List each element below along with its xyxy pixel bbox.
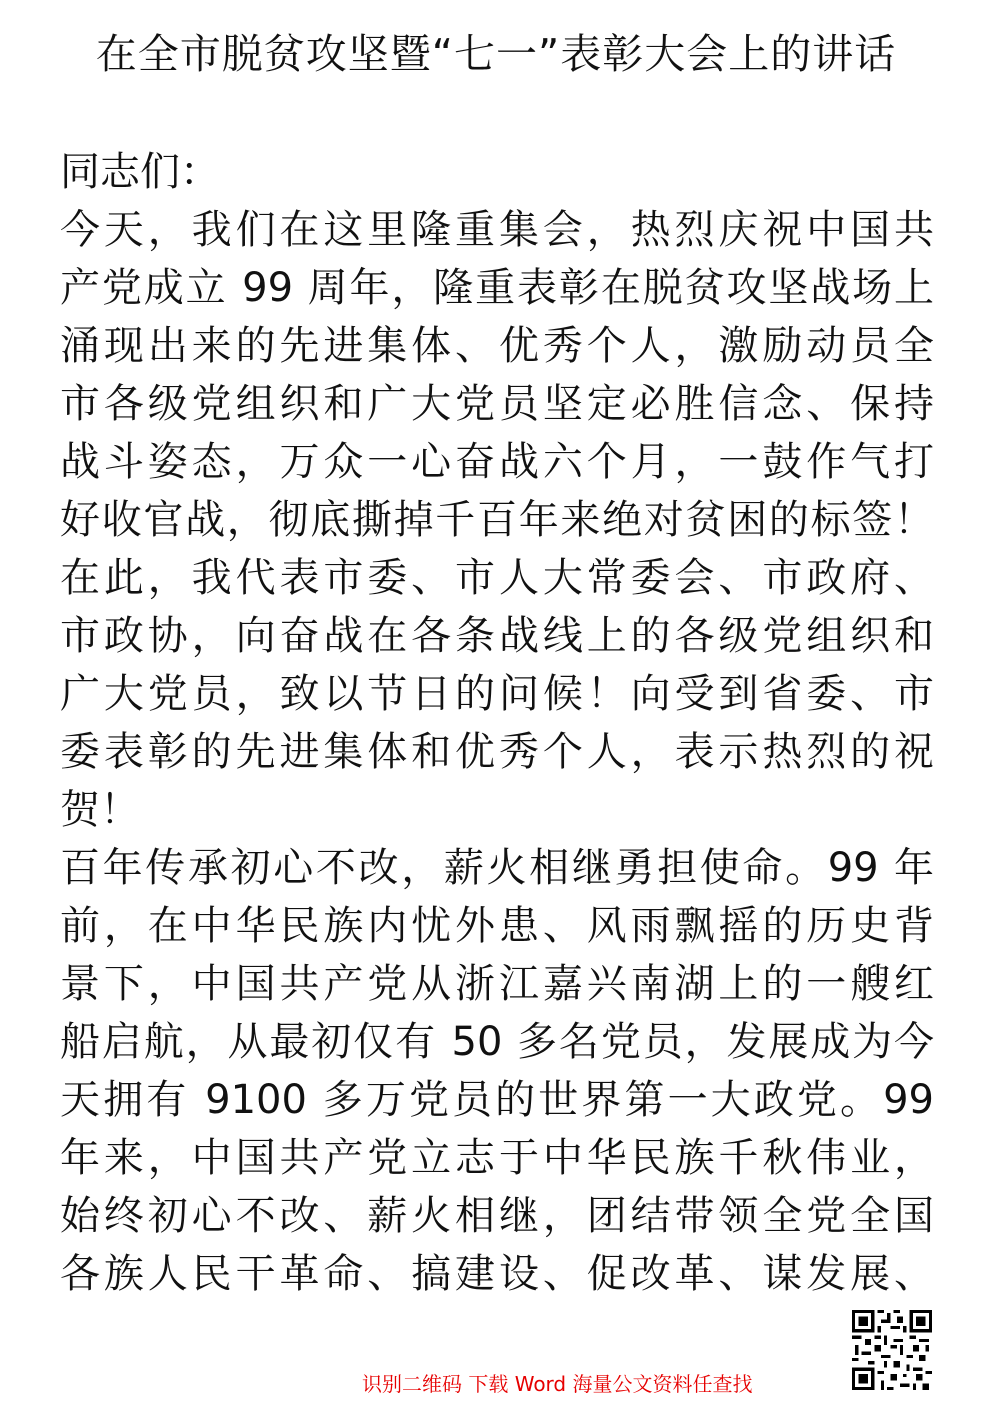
- page-title: 在全市脱贫攻坚暨“七一”表彰大会上的讲话: [95, 30, 897, 78]
- text-line: 好收官战，彻底撕掉千百年来绝对贫困的标签！: [60, 497, 934, 543]
- text-line: 涌现出来的先进集体、优秀个人，激励动员全: [60, 323, 934, 369]
- text-line: 前，在中华民族内忧外患、风雨飘摇的历史背: [60, 903, 934, 949]
- qr-code-icon[interactable]: [852, 1310, 932, 1390]
- text-line: 市政协，向奋战在各条战线上的各级党组织和: [60, 613, 934, 659]
- text-line: 委表彰的先进集体和优秀个人，表示热烈的祝: [60, 729, 934, 775]
- text-line: 贺！: [60, 787, 140, 833]
- footer-promo-text[interactable]: 识别二维码 下载 Word 海量公文资料任查找: [362, 1372, 753, 1396]
- text-line: 始终初心不改、薪火相继，团结带领全党全国: [60, 1193, 934, 1239]
- text-line: 景下，中国共产党从浙江嘉兴南湖上的一艘红: [60, 961, 934, 1007]
- salutation-line: 同志们：: [60, 149, 220, 195]
- text-line: 产党成立 99 周年，隆重表彰在脱贫攻坚战场上: [60, 265, 934, 311]
- speech-body: [60, 143, 934, 1303]
- text-line: 船启航，从最初仅有 50 多名党员，发展成为今: [60, 1019, 934, 1065]
- text-line: 在此，我代表市委、市人大常委会、市政府、: [60, 555, 934, 601]
- text-line: 百年传承初心不改，薪火相继勇担使命。99 年: [60, 845, 934, 891]
- text-line: 今天，我们在这里隆重集会，热烈庆祝中国共: [60, 207, 934, 253]
- text-line: 各族人民干革命、搞建设、促改革、谋发展、: [60, 1251, 934, 1297]
- text-line: 战斗姿态，万众一心奋战六个月，一鼓作气打: [60, 439, 934, 485]
- text-line: 广大党员，致以节日的问候！向受到省委、市: [60, 671, 934, 717]
- text-line: 天拥有 9100 多万党员的世界第一大政党。99: [60, 1077, 934, 1123]
- text-line: 市各级党组织和广大党员坚定必胜信念、保持: [60, 381, 934, 427]
- text-line: 年来，中国共产党立志于中华民族千秋伟业，: [60, 1135, 934, 1181]
